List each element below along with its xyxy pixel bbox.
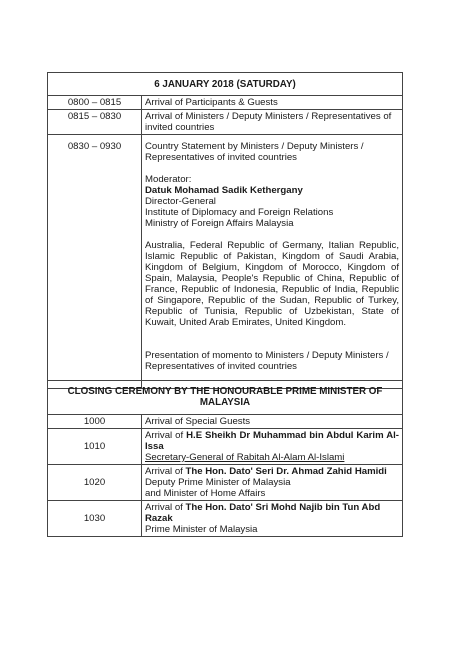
table-header-row (48, 381, 403, 415)
activity-cell (142, 501, 403, 537)
time-cell: 1030 (48, 501, 142, 537)
moderator-title: Director-General (145, 196, 216, 207)
time-cell: 1000 (48, 415, 142, 429)
moderator-ministry: Ministry of Foreign Affairs Malaysia (145, 218, 294, 229)
arrival-prefix: Arrival of Special Guests (145, 416, 251, 427)
table-row (48, 465, 403, 501)
time-cell: 1020 (48, 465, 142, 501)
guest-title: and Minister of Home Affairs (145, 488, 266, 499)
activity-cell (142, 135, 403, 389)
momento-text: Presentation of momento to Ministers / Deputy Ministers / Representatives of invited countries (145, 350, 389, 372)
activity-cell: Arrival of Ministers / Deputy Ministers / Representatives of invited countries (142, 110, 403, 135)
activity-cell (142, 465, 403, 501)
guest-name: The Hon. Dato' Sri Mohd Najib bin Tun Abd Razak (145, 502, 381, 524)
time-cell: 0830 – 0930 (48, 135, 142, 389)
guest-name: H.E Sheikh Dr Muhammad bin Abdul Karim Al-Issa (145, 430, 399, 452)
time-cell: 1010 (48, 429, 142, 465)
table-row (48, 96, 403, 110)
time-cell: 0800 – 0815 (48, 96, 142, 110)
guest-title: Secretary-General of Rabitah Al-Alam Al-Islami (145, 452, 345, 463)
activity-cell (142, 415, 403, 429)
table-row (48, 501, 403, 537)
guest-name: The Hon. Dato' Seri Dr. Ahmad Zahid Hamidi (185, 466, 387, 477)
table-header-row (48, 73, 403, 96)
moderator-label: Moderator: (145, 174, 192, 185)
table-row (48, 110, 403, 135)
closing-header: CLOSING CEREMONY BY THE HONOURABLE PRIME MINISTER OF MALAYSIA (48, 381, 403, 415)
time-cell: 0815 – 0830 (48, 110, 142, 135)
guest-title: Deputy Prime Minister of Malaysia (145, 477, 291, 488)
guest-title: Prime Minister of Malaysia (145, 524, 258, 535)
activity-cell (142, 429, 403, 465)
country-list: Australia, Federal Republic of Germany, Italian Republic, Islamic Republic of Pakistan, Kingdom of Saudi Arabia, Kingdom of Belgium, Kingdom of Morocco, Kingdom of Spain, Malaysia, People's Republic of China, Republic of France, Republic of Indonesia, Republic of India, Republic of Singapore, Republic of the Sudan, Republic of Turkey, Republic of Tunisia, Republic of Uzbekistan, State of Kuwait, United Arab Emirates, United Kingdom. (145, 240, 399, 328)
moderator-institute: Institute of Diplomacy and Foreign Relations (145, 207, 334, 218)
date-header: 6 JANUARY 2018 (SATURDAY) (48, 73, 403, 96)
table-row (48, 415, 403, 429)
table-row (48, 429, 403, 465)
arrival-prefix: Arrival of (145, 466, 186, 477)
arrival-prefix: Arrival of (145, 502, 186, 513)
activity-cell: Arrival of Participants & Guests (142, 96, 403, 110)
statement-title: Country Statement by Ministers / Deputy Ministers / Representatives of invited countries (145, 141, 364, 163)
arrival-prefix: Arrival of (145, 430, 187, 441)
moderator-name: Datuk Mohamad Sadik Kethergany (145, 185, 303, 196)
table-row (48, 135, 403, 389)
closing-ceremony-table (47, 380, 403, 537)
day-program-table (47, 72, 403, 389)
